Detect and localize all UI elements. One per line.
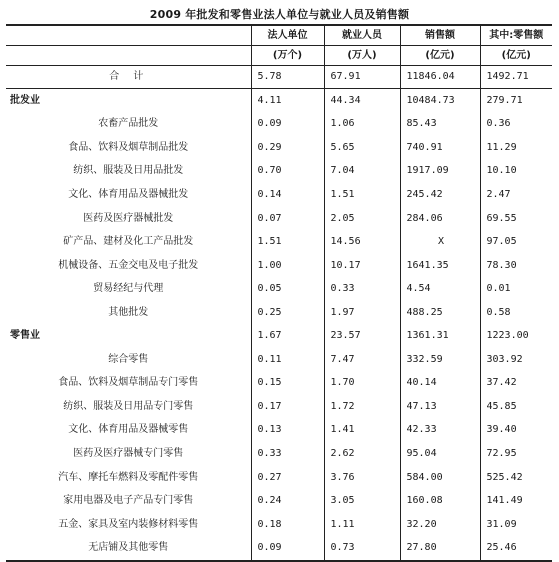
- cell-retail-sales: 525.42: [480, 466, 552, 490]
- table-row: [6, 348, 552, 372]
- cell-legal-units: 0.29: [251, 136, 324, 160]
- cell-sales: 32.20: [400, 513, 480, 537]
- header-unit-legal-units: (万个): [251, 46, 324, 66]
- row-label: 纺织、服装及日用品批发: [73, 165, 184, 177]
- cell-legal-units: 0.09: [251, 113, 324, 137]
- cell-legal-units: 0.27: [251, 466, 324, 490]
- row-label: 汽车、摩托车燃料及零配件零售: [58, 471, 199, 483]
- row-label: 综合零售: [108, 353, 149, 365]
- total-label: 合计: [6, 66, 251, 89]
- cell-employees: 3.76: [324, 466, 400, 490]
- row-label: 其他批发: [108, 306, 149, 318]
- cell-retail-sales: 0.01: [480, 277, 552, 301]
- cell-retail-sales: 31.09: [480, 513, 552, 537]
- total-row: [6, 66, 552, 89]
- category-label: 批发业: [10, 94, 40, 106]
- cell-legal-units: 1.51: [251, 230, 324, 254]
- cell-retail-sales: 10.10: [480, 160, 552, 184]
- table-row: [6, 442, 552, 466]
- cell-retail-sales: 141.49: [480, 489, 552, 513]
- cell-retail-sales: 2.47: [480, 183, 552, 207]
- header-unit-retail-sales: (亿元): [480, 46, 552, 66]
- cell-employees: 2.62: [324, 442, 400, 466]
- cell-sales: 40.14: [400, 372, 480, 396]
- cell-retail-sales: 37.42: [480, 372, 552, 396]
- table-row: [6, 536, 552, 561]
- cell-sales: 10484.73: [400, 89, 480, 113]
- cell-sales: X: [400, 230, 480, 254]
- cell-employees: 1.06: [324, 113, 400, 137]
- header-legal-units: 法人单位: [251, 25, 324, 46]
- table-body: [6, 89, 552, 561]
- cell-sales: 4.54: [400, 277, 480, 301]
- cell-sales: 332.59: [400, 348, 480, 372]
- cell-sales: 1641.35: [400, 254, 480, 278]
- row-label: 医药及医疗器械批发: [83, 212, 174, 224]
- table-row: [6, 230, 552, 254]
- row-label: 食品、饮料及烟草制品专门零售: [58, 377, 199, 389]
- header-row-1: [6, 25, 552, 46]
- category-label: 零售业: [10, 330, 40, 342]
- row-label: 五金、家具及室内装修材料零售: [58, 518, 199, 530]
- cell-legal-units: 0.11: [251, 348, 324, 372]
- cell-employees: 3.05: [324, 489, 400, 513]
- cell-legal-units: 0.25: [251, 301, 324, 325]
- row-label: 农畜产品批发: [98, 118, 159, 130]
- table-row: [6, 419, 552, 443]
- cell-retail-sales: 0.58: [480, 301, 552, 325]
- statistics-table: [6, 24, 552, 562]
- table-row: [6, 136, 552, 160]
- header-corner-2: [6, 46, 251, 66]
- cell-legal-units: 0.05: [251, 277, 324, 301]
- cell-employees: 1.70: [324, 372, 400, 396]
- cell-employees: 1.97: [324, 301, 400, 325]
- row-label: 无店铺及其他零售: [6, 536, 251, 561]
- total-retail-sales: 1492.71: [480, 66, 552, 89]
- cell-legal-units: 0.24: [251, 489, 324, 513]
- cell-retail-sales: 78.30: [480, 254, 552, 278]
- row-label: 文化、体育用品及器械零售: [68, 424, 189, 436]
- cell-sales: 42.33: [400, 419, 480, 443]
- header-unit-sales: (亿元): [400, 46, 480, 66]
- header-unit-employees: (万人): [324, 46, 400, 66]
- row-label: 文化、体育用品及器械批发: [68, 188, 189, 200]
- cell-legal-units: 1.00: [251, 254, 324, 278]
- cell-employees: 0.33: [324, 277, 400, 301]
- cell-sales: 584.00: [400, 466, 480, 490]
- cell-employees: 1.72: [324, 395, 400, 419]
- cell-legal-units: 0.15: [251, 372, 324, 396]
- table-row: [6, 513, 552, 537]
- cell-sales: 245.42: [400, 183, 480, 207]
- table-row: [6, 113, 552, 137]
- cell-retail-sales: 25.46: [480, 536, 552, 561]
- row-label: 机械设备、五金交电及电子批发: [58, 259, 199, 271]
- table-title: 2009 年批发和零售业法人单位与就业人员及销售额: [149, 8, 410, 21]
- cell-legal-units: 0.33: [251, 442, 324, 466]
- cell-sales: 47.13: [400, 395, 480, 419]
- cell-employees: 23.57: [324, 324, 400, 348]
- cell-retail-sales: 72.95: [480, 442, 552, 466]
- header-sales: 销售额: [400, 25, 480, 46]
- cell-retail-sales: 0.36: [480, 113, 552, 137]
- cell-retail-sales: 39.40: [480, 419, 552, 443]
- cell-retail-sales: 11.29: [480, 136, 552, 160]
- table-row: [6, 160, 552, 184]
- cell-sales: 95.04: [400, 442, 480, 466]
- cell-sales: 1917.09: [400, 160, 480, 184]
- row-label: 家用电器及电子产品专门零售: [63, 495, 194, 507]
- total-employees: 67.91: [324, 66, 400, 89]
- header-employees: 就业人员: [324, 25, 400, 46]
- cell-retail-sales: 279.71: [480, 89, 552, 113]
- cell-legal-units: 0.07: [251, 207, 324, 231]
- cell-retail-sales: 45.85: [480, 395, 552, 419]
- row-label: 医药及医疗器械专门零售: [73, 447, 184, 459]
- cell-legal-units: 4.11: [251, 89, 324, 113]
- cell-retail-sales: 97.05: [480, 230, 552, 254]
- cell-legal-units: 0.18: [251, 513, 324, 537]
- row-label: 矿产品、建材及化工产品批发: [63, 236, 194, 248]
- cell-sales: 1361.31: [400, 324, 480, 348]
- table-row: [6, 277, 552, 301]
- cell-employees: 1.41: [324, 419, 400, 443]
- table-row: [6, 207, 552, 231]
- row-label: 纺织、服装及日用品专门零售: [63, 400, 194, 412]
- cell-employees: 7.47: [324, 348, 400, 372]
- cell-employees: 14.56: [324, 230, 400, 254]
- table-row: [6, 395, 552, 419]
- total-legal-units: 5.78: [251, 66, 324, 89]
- table-row: [6, 254, 552, 278]
- table-row: [6, 301, 552, 325]
- cell-sales: 488.25: [400, 301, 480, 325]
- cell-employees: 10.17: [324, 254, 400, 278]
- cell-sales: 160.08: [400, 489, 480, 513]
- cell-retail-sales: 303.92: [480, 348, 552, 372]
- cell-employees: 2.05: [324, 207, 400, 231]
- cell-retail-sales: 69.55: [480, 207, 552, 231]
- cell-legal-units: 0.17: [251, 395, 324, 419]
- row-label: 贸易经纪与代理: [93, 283, 164, 295]
- table-row: [6, 489, 552, 513]
- header-retail-sales: 其中:零售额: [480, 25, 552, 46]
- cell-legal-units: 1.67: [251, 324, 324, 348]
- cell-sales: 27.80: [400, 536, 480, 561]
- cell-employees: 5.65: [324, 136, 400, 160]
- total-sales: 11846.04: [400, 66, 480, 89]
- cell-sales: 740.91: [400, 136, 480, 160]
- cell-employees: 44.34: [324, 89, 400, 113]
- cell-employees: 7.04: [324, 160, 400, 184]
- cell-employees: 1.51: [324, 183, 400, 207]
- cell-employees: 0.73: [324, 536, 400, 561]
- cell-sales: 85.43: [400, 113, 480, 137]
- table-row: [6, 372, 552, 396]
- table-row: [6, 466, 552, 490]
- cell-retail-sales: 1223.00: [480, 324, 552, 348]
- cell-legal-units: 0.09: [251, 536, 324, 561]
- cell-legal-units: 0.13: [251, 419, 324, 443]
- cell-legal-units: 0.70: [251, 160, 324, 184]
- cell-sales: 284.06: [400, 207, 480, 231]
- row-label: 食品、饮料及烟草制品批发: [68, 141, 189, 153]
- header-row-2: [6, 46, 552, 66]
- table-row: [6, 183, 552, 207]
- header-corner: [6, 25, 251, 46]
- category-row: [6, 89, 552, 113]
- cell-legal-units: 0.14: [251, 183, 324, 207]
- category-row: [6, 324, 552, 348]
- cell-employees: 1.11: [324, 513, 400, 537]
